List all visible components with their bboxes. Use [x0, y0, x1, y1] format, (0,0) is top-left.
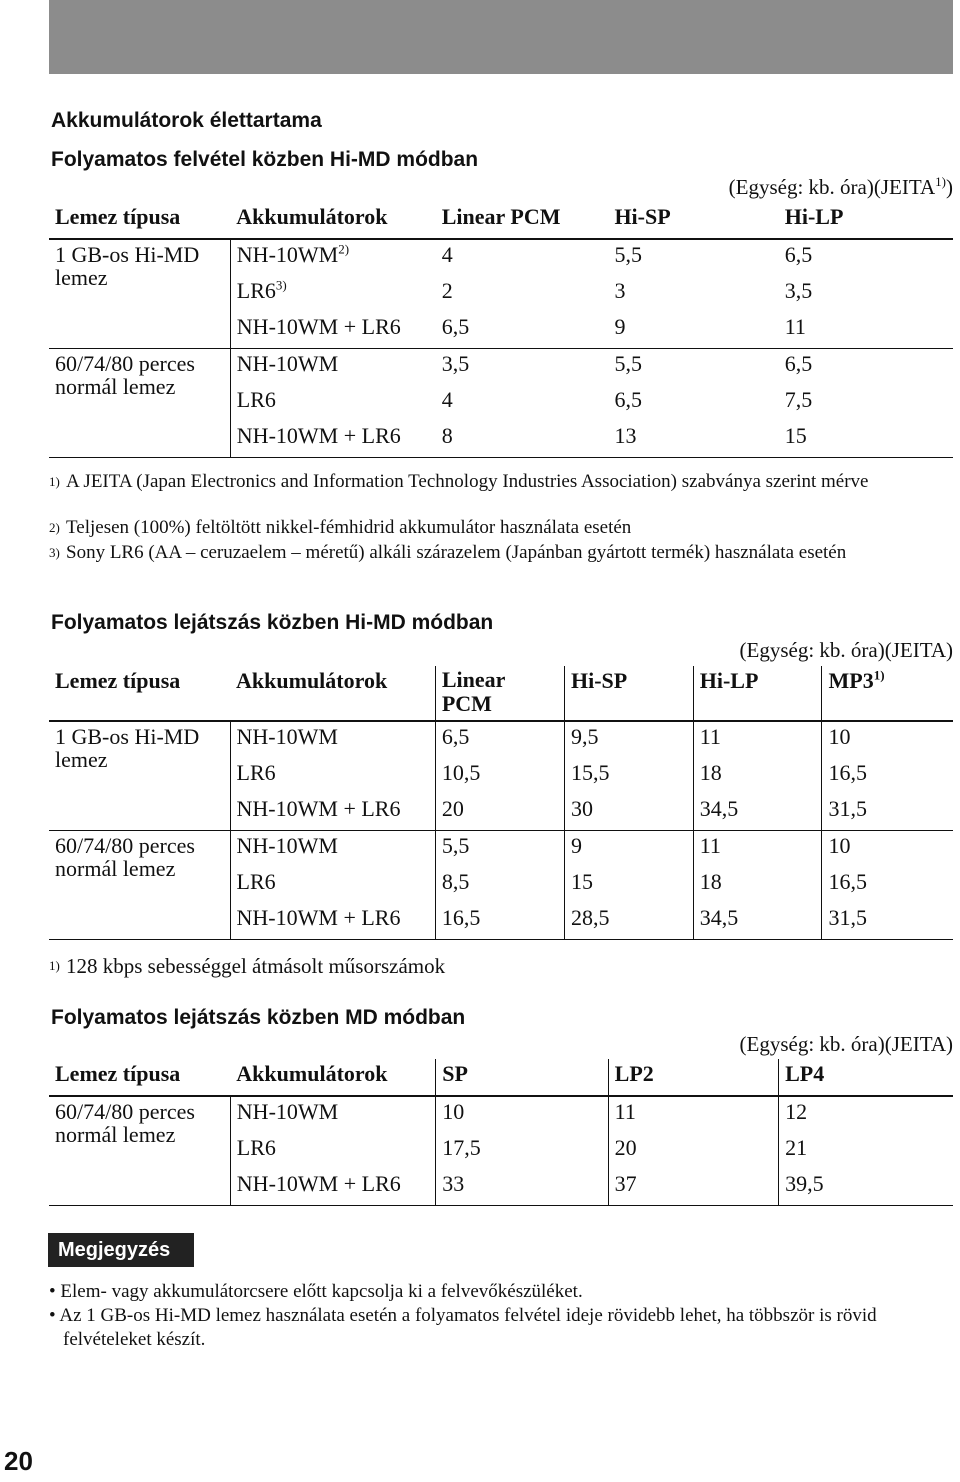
- value-cell: 10: [436, 1096, 608, 1133]
- value-cell: 6,5: [614, 387, 642, 412]
- value-cell: 11: [693, 831, 822, 868]
- value-cell: 12: [779, 1096, 953, 1133]
- table2-header: Akkumulátorok: [230, 666, 435, 721]
- table1-header: Akkumulátorok: [230, 202, 435, 239]
- value-cell: 13: [608, 421, 778, 458]
- value-cell: 6,5: [784, 351, 813, 376]
- table-row: [49, 239, 953, 276]
- value-cell: 31,5: [822, 903, 953, 940]
- battery-cell: NH-10WM + LR6: [230, 421, 435, 458]
- battery-cell: NH-10WM: [236, 351, 339, 376]
- value-cell: 10: [822, 831, 953, 868]
- section-title: Akkumulátorok élettartama: [51, 109, 322, 132]
- value-cell: 9: [564, 831, 693, 868]
- value-cell: 33: [436, 1169, 608, 1206]
- table-row: [49, 349, 953, 386]
- table1-header: Hi-LP: [779, 202, 953, 239]
- value-cell: 17,5: [436, 1133, 608, 1169]
- value-cell: 9,5: [564, 721, 693, 758]
- battery-cell: LR6: [236, 869, 276, 894]
- table1-heading: Folyamatos felvétel közben Hi-MD módban: [51, 148, 479, 171]
- value-cell: 15,5: [564, 758, 693, 794]
- note-badge: Megjegyzés: [48, 1233, 194, 1267]
- disk-type-cell: 60/74/80 perces normál lemez: [49, 1096, 230, 1206]
- value-cell: 21: [779, 1133, 953, 1169]
- table1-header: Lemez típusa: [49, 202, 230, 239]
- disk-type-cell: 1 GB-os Hi-MD lemez: [49, 721, 230, 831]
- table3-heading: Folyamatos lejátszás közben MD módban: [51, 1006, 466, 1029]
- disk-type-cell: 60/74/80 perces normál lemez: [49, 349, 230, 458]
- list-item: • Az 1 GB-os Hi-MD lemez használata esetén a folyamatos felvétel ideje rövidebb lehet, ha többször is rövid felvételeket készít.: [49, 1305, 877, 1350]
- value-cell: 16,5: [435, 903, 564, 940]
- table3-header: Lemez típusa: [49, 1059, 230, 1096]
- value-cell: 18: [693, 758, 822, 794]
- battery-cell: LR6: [236, 760, 276, 785]
- page-number: 20: [4, 1446, 33, 1476]
- value-cell: 15: [779, 421, 953, 458]
- value-cell: 4: [441, 242, 453, 267]
- table2-header: Linear PCM: [435, 666, 564, 721]
- value-cell: 31,5: [822, 794, 953, 831]
- value-cell: 20: [608, 1133, 778, 1169]
- value-cell: 4: [441, 387, 453, 412]
- value-cell: 2: [441, 278, 453, 303]
- battery-cell: NH-10WM + LR6: [230, 1169, 435, 1206]
- value-cell: 6,5: [435, 721, 564, 758]
- footnote: 3) Sony LR6 (AA – ceruzaelem – méretű) alkáli szárazelem (Japánban gyártott termék) használata esetén: [49, 542, 847, 563]
- value-cell: 15: [564, 867, 693, 903]
- footnote: 1) 128 kbps sebességgel átmásolt műsorszámok: [49, 954, 446, 978]
- value-cell: 5,5: [435, 831, 564, 868]
- value-cell: 3,5: [784, 278, 813, 303]
- battery-cell: LR6$^{3)}$: [236, 277, 287, 303]
- header-bar: [49, 0, 953, 74]
- table2: [49, 666, 953, 940]
- table1-unit: (Egység: kb. óra)(JEITA$^{1)}$): [728, 174, 953, 199]
- list-item: • Elem- vagy akkumulátorcsere előtt kapcsolja ki a felvevőkészüléket.: [49, 1281, 583, 1302]
- value-cell: 5,5: [614, 242, 642, 267]
- table2-header: MP3$^{1)}$: [822, 666, 953, 721]
- disk-type-cell: 60/74/80 perces normál lemez: [49, 831, 230, 940]
- value-cell: 39,5: [779, 1169, 953, 1206]
- value-cell: 11: [693, 721, 822, 758]
- table2-unit: (Egység: kb. óra)(JEITA): [739, 638, 953, 662]
- table1: [49, 202, 953, 458]
- value-cell: 18: [693, 867, 822, 903]
- value-cell: 11: [779, 312, 953, 349]
- value-cell: 8,5: [435, 867, 564, 903]
- table3-header: LP4: [779, 1059, 953, 1096]
- table2-header: Hi-SP: [564, 666, 693, 721]
- table2-header: Hi-LP: [693, 666, 822, 721]
- value-cell: 10,5: [435, 758, 564, 794]
- table3-unit: (Egység: kb. óra)(JEITA): [739, 1032, 953, 1056]
- value-cell: 8: [436, 421, 609, 458]
- battery-cell: LR6: [236, 1135, 276, 1160]
- table3-header: LP2: [608, 1059, 778, 1096]
- battery-cell: NH-10WM + LR6: [230, 794, 435, 831]
- value-cell: 30: [564, 794, 693, 831]
- table-row: [49, 721, 953, 758]
- table3: [49, 1059, 953, 1206]
- value-cell: 37: [608, 1169, 778, 1206]
- value-cell: 7,5: [784, 387, 813, 412]
- value-cell: 5,5: [614, 351, 642, 376]
- footnote: 2) Teljesen (100%) feltöltött nikkel-fémhidrid akkumulátor használata esetén: [49, 517, 632, 538]
- value-cell: 11: [608, 1096, 778, 1133]
- battery-cell: NH-10WM$^{2)}$: [236, 241, 350, 267]
- footnote: 1) A JEITA (Japan Electronics and Information Technology Industries Association) szabványa szerint mérve: [49, 471, 869, 492]
- value-cell: 3: [614, 278, 626, 303]
- table2-header: Lemez típusa: [49, 666, 230, 721]
- table-row: [49, 831, 953, 868]
- value-cell: 34,5: [693, 903, 822, 940]
- value-cell: 10: [822, 721, 953, 758]
- value-cell: 34,5: [693, 794, 822, 831]
- value-cell: 3,5: [441, 351, 470, 376]
- value-cell: 6,5: [784, 242, 813, 267]
- table1-header: Linear PCM: [436, 202, 609, 239]
- table1-header: Hi-SP: [608, 202, 778, 239]
- table3-header: SP: [436, 1059, 608, 1096]
- battery-cell: NH-10WM: [236, 1099, 339, 1124]
- battery-cell: NH-10WM: [236, 724, 338, 749]
- value-cell: 20: [435, 794, 564, 831]
- disk-type-cell: 1 GB-os Hi-MD lemez: [49, 239, 230, 349]
- value-cell: 28,5: [564, 903, 693, 940]
- battery-cell: NH-10WM + LR6: [230, 903, 435, 940]
- table-row: [49, 1096, 953, 1133]
- battery-cell: NH-10WM: [236, 833, 338, 858]
- value-cell: 16,5: [822, 867, 953, 903]
- battery-cell: LR6: [236, 387, 276, 412]
- battery-cell: NH-10WM + LR6: [230, 312, 435, 349]
- table2-heading: Folyamatos lejátszás közben Hi-MD módban: [51, 611, 494, 634]
- table3-header: Akkumulátorok: [230, 1059, 435, 1096]
- value-cell: 16,5: [822, 758, 953, 794]
- value-cell: 6,5: [436, 312, 609, 349]
- value-cell: 9: [608, 312, 778, 349]
- note-list: [49, 1280, 953, 1352]
